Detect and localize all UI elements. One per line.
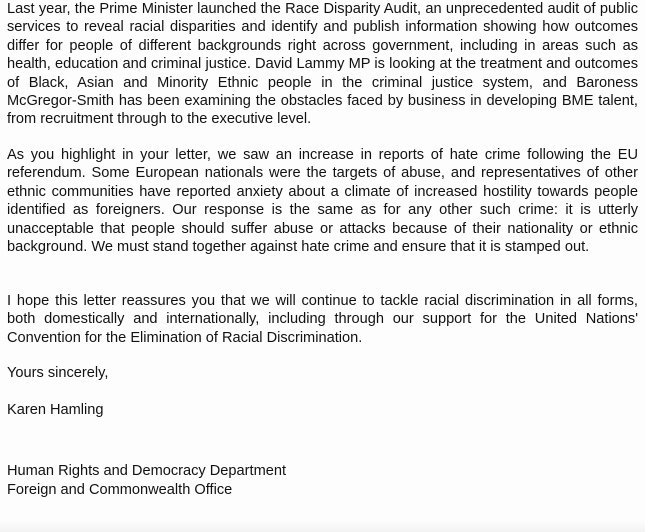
paragraph-hate-crime: As you highlight in your letter, we saw an increase in reports of hate crime following the EU referendum. Some European nationals were the targets of abuse, and representatives of other ethnic communities have reported anxiety about a climate of increased hostility towards people identified as foreigners. Our response is the same as for any other such crime: it is utterly unacceptable that people should suffer abuse or attacks because of their nationality or ethnic background. We must stand together against hate crime and ensure that it is stamped out. <box>7 147 638 256</box>
office-name: Foreign and Commonwealth Office <box>7 482 233 498</box>
department-name: Human Rights and Democracy Department <box>7 463 287 479</box>
paragraph-reassurance: I hope this letter reassures you that we will continue to tackle racial discrimination in all forms, both domestically and internationally, including through our support for the United Nations' Convention for the Elimination of Racial Discrimination. <box>7 293 638 346</box>
paragraph-race-disparity-audit: Last year, the Prime Minister launched the Race Disparity Audit, an unprecedented audit of public services to reveal racial disparities and identify and publish information showing how outcomes differ for people of different backgrounds right across government, including in areas such as health, education and criminal justice. David Lammy MP is looking at the treatment and outcomes of Black, Asian and Minority Ethnic people in the criminal justice system, and Baroness McGregor-Smith has been examining the obstacles faced by business in developing BME talent, from recruitment through to the executive level. <box>7 1 638 128</box>
scan-bottom-edge <box>0 520 645 532</box>
signatory-name: Karen Hamling <box>7 402 104 418</box>
closing-salutation: Yours sincerely, <box>7 365 109 381</box>
